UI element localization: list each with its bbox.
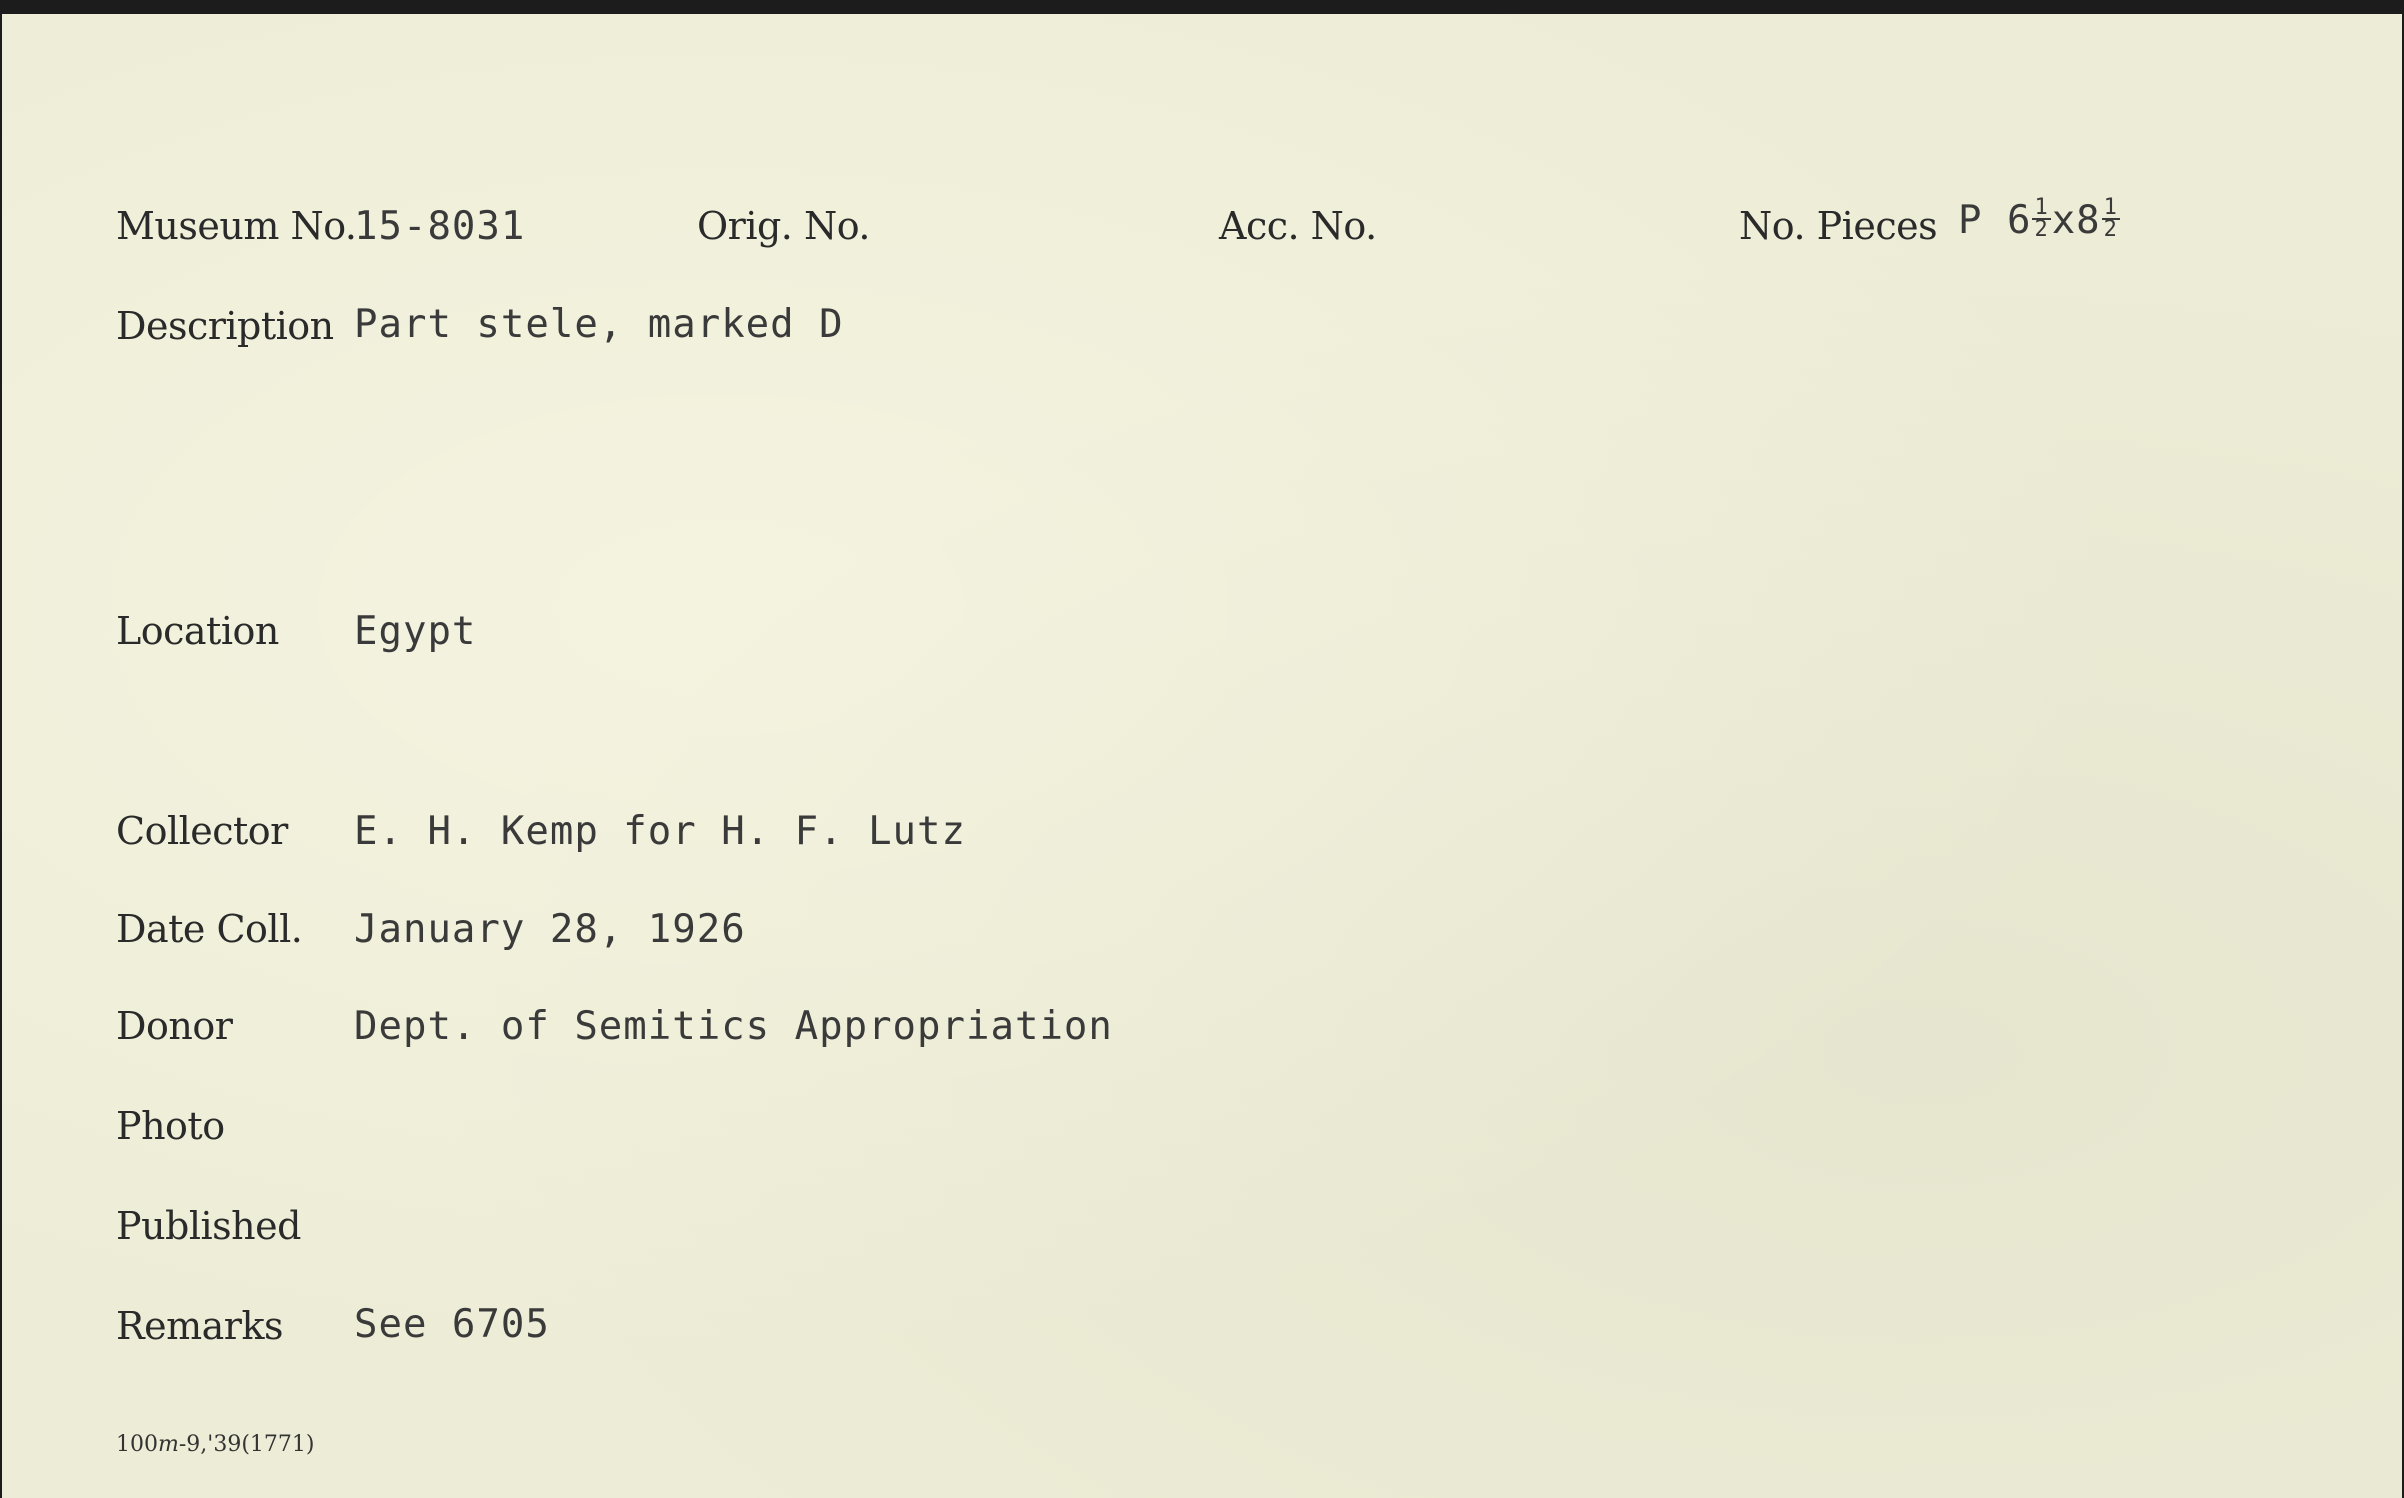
published-label: Published <box>116 1204 301 1248</box>
catalog-card <box>2 14 2402 1498</box>
fraction-one-half: $\frac{1}{2}$ <box>2034 194 2049 242</box>
remarks-label: Remarks <box>116 1304 283 1348</box>
acc-no-label: Acc. No. <box>1219 204 1377 248</box>
no-pieces-value <box>1958 194 2121 244</box>
description-value: Part stele, marked D <box>354 302 844 347</box>
remarks-value: See 6705 <box>354 1302 550 1347</box>
description-label: Description <box>116 304 334 348</box>
photo-label: Photo <box>116 1104 225 1148</box>
print-code: 100m-9,'39(1771) <box>116 1432 315 1457</box>
museum-no-label: Museum No. <box>116 204 357 248</box>
collector-value: E. H. Kemp for H. F. Lutz <box>354 809 966 854</box>
orig-no-label: Orig. No. <box>697 204 870 248</box>
collector-label: Collector <box>116 809 288 853</box>
donor-value: Dept. of Semitics Appropriation <box>354 1004 1113 1049</box>
no-pieces-label: No. Pieces <box>1739 204 1938 248</box>
location-label: Location <box>116 609 279 653</box>
museum-no-value: 15-8031 <box>354 204 526 249</box>
no-pieces-prefix: P 6 <box>1958 198 2032 243</box>
donor-label: Donor <box>116 1004 233 1048</box>
location-value: Egypt <box>354 609 477 654</box>
fraction-one-half-2: $\frac{1}{2}$ <box>2103 194 2118 242</box>
date-coll-value: January 28, 1926 <box>354 907 746 952</box>
date-coll-label: Date Coll. <box>116 907 303 951</box>
no-pieces-middle: x8 <box>2051 198 2101 243</box>
